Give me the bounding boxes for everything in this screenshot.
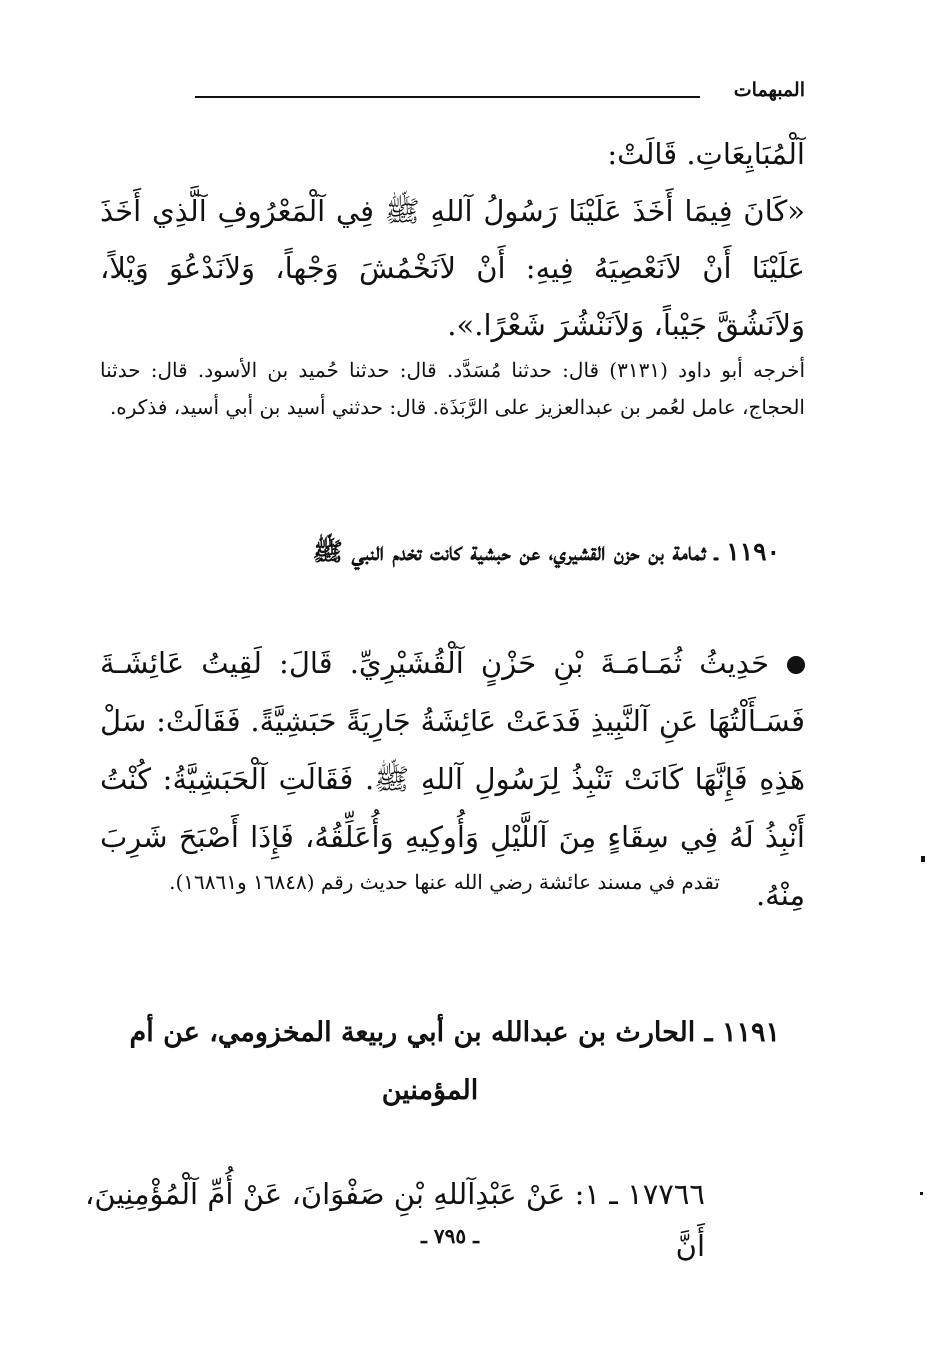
edge-mark: [921, 856, 925, 862]
section-heading-1190: ١١٩٠ ـ ثمامة بن حزن القشيري، عن حبشية كانت تخدم النبي ﷺ: [312, 537, 780, 566]
hadith-1190-body: حَدِيثُ ثُمَـامَـةَ بْنِ حَزْنٍ آلْقُشَيْرِيِّ. قَالَ: لَقِيتُ عَائِشَـةَ فَسَـأَلْتُهَا عَنِ آلنَّبِيذِ فَدَعَتْ عَائِشَةُ جَارِيَةً حَبَشِيَّةً. فَقَالَتْ: سَلْ هَذِهِ فَإِنَّهَا كَانَتْ تَنْبِذُ لِرَسُولِ آللهِ ﷺ. فَقَالَتِ آلْحَبَشِيَّةُ: كُنْتُ أَنْبِذُ لَهُ فِي سِقَاءٍ مِنَ آللَّيْلِ وَأُوكِيهِ وَأُعَلِّقُهُ، فَإِذَا أَصْبَحَ شَرِبَ مِنْهُ.: [100, 646, 805, 912]
section-heading-1191: [80, 1004, 780, 1120]
running-header: [195, 78, 805, 102]
page-number: ـ ٧٩٥ ـ: [421, 1224, 479, 1248]
text-line-opening: آلْمُبَايِعَاتِ. قَالَتْ:: [607, 137, 805, 171]
text-paragraph-quote: «كَانَ فِيمَا أَخَذَ عَلَيْنَا رَسُولُ آللهِ ﷺ فِي آلْمَعْرُوفِ آلَّذِي أَخَذَ عَلَيْنَا أَنْ لاَنَعْصِيَهُ فِيهِ: أَنْ لاَنَخْمُشَ وَجْهاً، وَلاَنَدْعُوَ وَيْلاً، وَلاَنَشُقَّ جَيْباً، وَلاَنَنْشُرَ شَعْرًا.».: [100, 194, 805, 342]
header-rule: [195, 96, 700, 98]
bullet-icon: [787, 656, 805, 674]
section-heading-1191-line2: المؤمنين: [381, 1075, 479, 1106]
takhrij-note: أخرجه أبو داود (٣١٣١) قال: حدثنا مُسَدَّد. قال: حدثنا حُميد بن الأسود. قال: حدثنا الحجاج، عامل لعُمر بن عبدالعزيز على الرَّبَذَة. قال: حدثني أسيد بن أبي أسيد، فذكره.: [100, 358, 805, 419]
hadith-17766-start: ١٧٧٦٦ ـ ١: عَنْ عَبْدِآللهِ بْنِ صَفْوَانَ، عَنْ أُمِّ آلْمُؤْمِنِينَ، أَنَّ: [85, 1177, 706, 1263]
hadith-text-continued: [100, 126, 805, 354]
header-title: المبهمات: [733, 79, 805, 101]
section-heading-1191-line1: ١١٩١ ـ الحارث بن عبدالله بن أبي ربيعة المخزومي، عن أم: [129, 1017, 780, 1048]
cross-reference-note: تقدم في مسند عائشة رضي الله عنها حديث رقم (١٦٨٤٨ و١٦٨٦١).: [169, 870, 720, 894]
edge-mark: [920, 1192, 923, 1195]
